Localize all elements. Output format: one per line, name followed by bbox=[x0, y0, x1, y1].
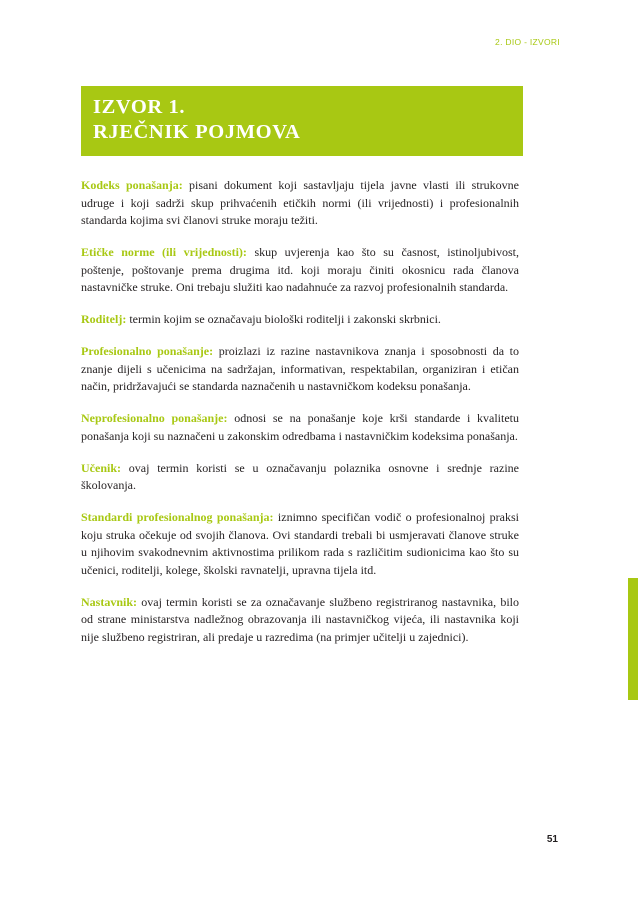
glossary-definition: ovaj termin koristi se u označavanju polaznika osnovne i srednje razine školovanja. bbox=[81, 460, 519, 492]
glossary-term: Neprofesionalno ponašanje: bbox=[81, 411, 228, 425]
glossary-entry-parent bbox=[81, 311, 519, 329]
glossary-entry-unprofessional-conduct bbox=[81, 410, 519, 445]
glossary-definition: proizlazi iz razine nastavnikova znanja i sposobnosti da to znanje dijeli s učenicima na sadržajan, informativan, respektabilan, organiziran i etičan način, pridržavajući se standarda naznačenih u nastavničkom kodeksu ponašanja. bbox=[81, 344, 519, 393]
glossary-definition: iznimno specifičan vodič o profesionalnoj praksi koju struka očekuje od svojih članova. Ovi standardi trebali bi usmjeravati članove struke u njihovim svakodnevnim aktivnostima prilikom rada s različitim sudionicima kao što su učenici, roditelji, kolege, školski ravnatelji, upravna tijela itd. bbox=[81, 510, 519, 577]
glossary-entry-ethical-norms bbox=[81, 244, 519, 297]
glossary-definition: ovaj termin koristi se za označavanje službeno registriranog nastavnika, bilo od strane ministarstva nadležnog obrazovanja ili nastavničkog vijeća, ili nastavnika koji nije službeno registriran, ali predaje u razredima (na primjer učitelji u zajednici). bbox=[81, 594, 519, 644]
side-tab-marker bbox=[628, 578, 638, 700]
section-label: 2. DIO - IZVORI bbox=[495, 37, 560, 47]
glossary-term: Učenik: bbox=[81, 460, 121, 475]
glossary-term: Etičke norme (ili vrijednosti): bbox=[81, 245, 247, 259]
title-line-2: RJEČNIK POJMOVA bbox=[93, 121, 301, 143]
glossary-entry-teacher bbox=[81, 594, 519, 647]
glossary-entry-student bbox=[81, 460, 519, 495]
glossary-entry-professional-conduct bbox=[81, 343, 519, 396]
glossary-definition: odnosi se na ponašanje koje krši standarde i kvalitetu ponašanja koji su naznačeni u zakonskim odredbama i nastavničkim kodeksima ponašanja. bbox=[81, 411, 519, 443]
glossary-term: Nastavnik: bbox=[81, 594, 138, 609]
glossary-term: Roditelj: bbox=[81, 312, 127, 326]
glossary-term: Kodeks ponašanja: bbox=[81, 178, 183, 192]
glossary-entry-code-of-conduct bbox=[81, 177, 519, 230]
glossary-entry-professional-standards bbox=[81, 509, 519, 579]
glossary-term: Profesionalno ponašanje: bbox=[81, 344, 214, 358]
title-line-1: IZVOR 1. bbox=[93, 96, 186, 118]
glossary-definition: pisani dokument koji sastavljaju tijela javne vlasti ili strukovne udruge i koji sadrži skup prihvaćenih etičkih normi (ili vrijednosti) i profesionalnih standarda kojima svi članovi struke moraju težiti. bbox=[81, 178, 519, 227]
title-banner bbox=[81, 86, 523, 156]
glossary-list bbox=[81, 177, 519, 661]
glossary-term: Standardi profesionalnog ponašanja: bbox=[81, 510, 274, 524]
glossary-definition: termin kojim se označavaju biološki roditelji i zakonski skrbnici. bbox=[126, 312, 441, 326]
glossary-definition: skup uvjerenja kao što su časnost, istinoljubivost, poštenje, poštovanje prema drugima itd. koji moraju činiti okosnicu rada članova nastavničke struke. Oni trebaju služiti kao nadahnuće za razvoj profesionalnih standarda. bbox=[81, 245, 519, 294]
page-number: 51 bbox=[546, 834, 558, 845]
